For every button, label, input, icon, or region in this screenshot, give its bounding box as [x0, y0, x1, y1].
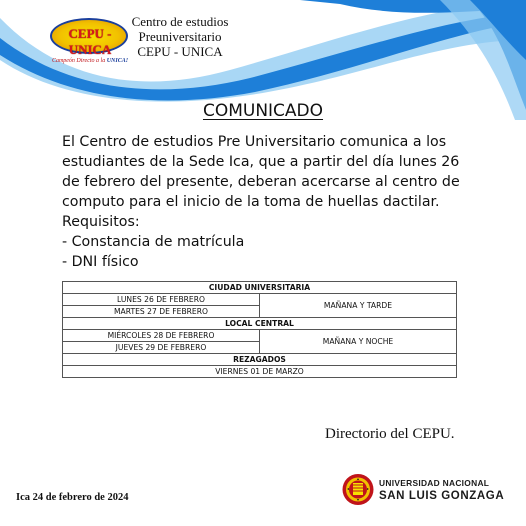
document-title — [0, 101, 526, 121]
university-name-line2: SAN LUIS GONZAGA — [379, 490, 505, 502]
schedule-section-title: REZAGADOS — [63, 354, 457, 366]
schedule-date: JUEVES 29 DE FEBRERO — [63, 342, 260, 354]
university-name-line1: UNIVERSIDAD NACIONAL — [379, 478, 490, 488]
schedule-section-header-row — [63, 354, 457, 366]
schedule-table — [62, 281, 457, 378]
schedule-row — [63, 330, 457, 342]
schedule-date: VIERNES 01 DE MARZO — [63, 366, 457, 378]
schedule-section-header-row — [63, 318, 457, 330]
logo-slogan-emphasis: UNICA! — [106, 58, 129, 64]
schedule-date: MIÉRCOLES 28 DE FEBRERO — [63, 330, 260, 342]
announcement-body — [62, 132, 472, 272]
schedule-shift: MAÑANA Y NOCHE — [260, 330, 457, 354]
institution-line: CEPU - UNICA — [137, 44, 223, 59]
schedule-section-header-row — [63, 282, 457, 294]
institution-line: Centro de estudios — [131, 14, 229, 29]
cepu-unica-logo — [48, 14, 132, 72]
logo-text: CEPU - UNICA — [68, 26, 112, 57]
logo-slogan-prefix: Campeón Directo a la — [51, 58, 106, 64]
issue-date: Ica 24 de febrero de 2024 — [16, 492, 129, 503]
logo-slogan — [48, 58, 132, 64]
schedule-row — [63, 366, 457, 378]
schedule-section-title: CIUDAD UNIVERSITARIA — [63, 282, 457, 294]
requirement-item: - DNI físico — [62, 254, 139, 270]
requirements-heading: Requisitos: — [62, 214, 140, 230]
signature: Directorio del CEPU. — [325, 426, 455, 442]
schedule-shift: MAÑANA Y TARDE — [260, 294, 457, 318]
institution-line: Preuniversitario — [138, 29, 222, 44]
schedule-section-title: LOCAL CENTRAL — [63, 318, 457, 330]
document-title-text: COMUNICADO — [202, 101, 324, 121]
university-seal-icon — [342, 473, 374, 506]
schedule-row — [63, 294, 457, 306]
institution-name — [130, 14, 230, 59]
university-name — [379, 478, 504, 502]
schedule-date: MARTES 27 DE FEBRERO — [63, 306, 260, 318]
announcement-paragraph: El Centro de estudios Pre Universitario comunica a los estudiantes de la Sede Ica, que a partir del día lunes 26 de febrero del presente, deberan acercarse al centro de computo para el inicio de la toma de huellas dactilar. — [62, 134, 460, 210]
requirement-item: - Constancia de matrícula — [62, 234, 245, 250]
schedule-date: LUNES 26 DE FEBRERO — [63, 294, 260, 306]
